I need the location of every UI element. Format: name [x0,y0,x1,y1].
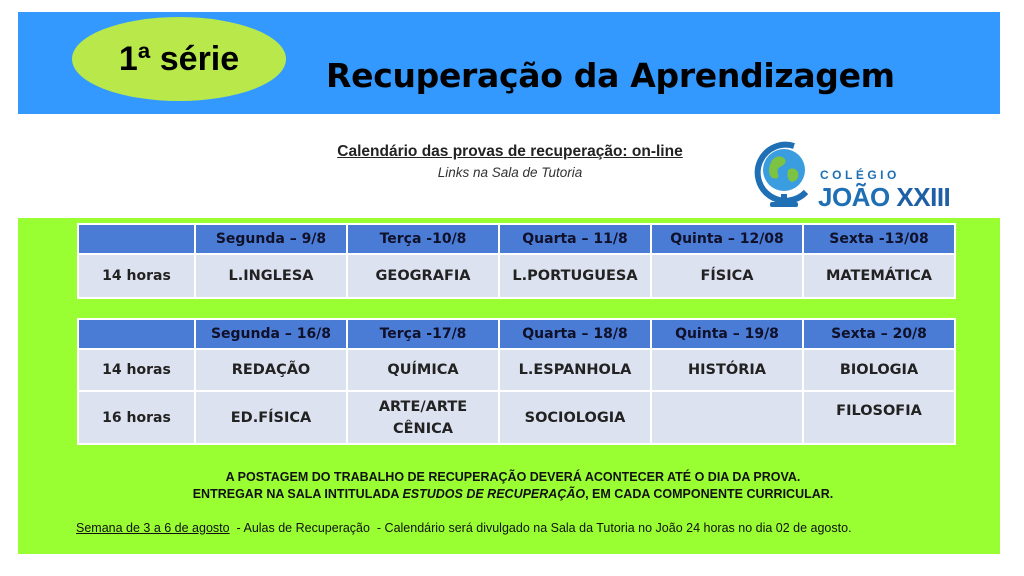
week2-day: Quinta – 19/8 [651,319,803,349]
notice-line-1: A POSTAGEM DO TRABALHO DE RECUPERAÇÃO DEVERÁ ACONTECER ATÉ O DIA DA PROVA. [225,470,801,484]
subject-cell: ED.FÍSICA [195,391,347,444]
subject-cell: L.ESPANHOLA [499,349,651,391]
table-row [78,391,955,444]
schedule-week2 [77,318,956,445]
week2-day: Quarta – 18/8 [499,319,651,349]
subject-cell: GEOGRAFIA [347,254,499,298]
week1-day: Segunda – 9/8 [195,224,347,254]
week2-corner [78,319,195,349]
logo-joao: JOÃO [818,182,890,212]
week1-day: Quinta – 12/08 [651,224,803,254]
footer-week: Semana de 3 a 6 de agosto [76,521,230,535]
table-row [78,349,955,391]
subject-cell [651,391,803,444]
page-title: Recuperação da Aprendizagem [326,56,895,95]
logo-colegio: COLÉGIO [820,168,900,182]
table-row [78,254,955,298]
schedule-week1 [77,223,956,299]
week2-day: Sexta – 20/8 [803,319,955,349]
time-cell: 14 horas [78,254,195,298]
subject-cell: L.PORTUGUESA [499,254,651,298]
subject-cell: MATEMÁTICA [803,254,955,298]
week1-day: Quarta – 11/8 [499,224,651,254]
subject-cell: L.INGLESA [195,254,347,298]
notice-room-name: ESTUDOS DE RECUPERAÇÃO [402,487,586,501]
serie-badge [72,17,286,101]
subject-cell: FILOSOFIA [803,391,955,444]
subject-cell: ARTE/ARTE CÊNICA [347,391,499,444]
time-cell: 14 horas [78,349,195,391]
footer-rest: - Aulas de Recuperação - Calendário será divulgado na Sala da Tutoria no João 24 horas no dia 02 de agosto. [229,521,852,535]
week2-day: Segunda – 16/8 [195,319,347,349]
serie-label: 1ª série [118,39,240,78]
footer-note [76,521,852,535]
subject-cell: FÍSICA [651,254,803,298]
notice-line-2 [78,487,948,501]
logo-numeral: XXIII [896,182,951,212]
week1-header-row [78,224,955,254]
links-note: Links na Sala de Tutoria [437,165,583,180]
notice-line-2-pre: ENTREGAR NA SALA INTITULADA [192,487,403,501]
globe-icon [752,140,816,212]
subject-cell: SOCIOLOGIA [499,391,651,444]
logo-name [818,182,950,213]
week2-day: Terça -17/8 [347,319,499,349]
week1-corner [78,224,195,254]
calendar-subtitle: Calendário das provas de recuperação: on-line [337,143,683,160]
week2-header-row [78,319,955,349]
subject-cell: REDAÇÃO [195,349,347,391]
time-cell: 16 horas [78,391,195,444]
week1-day: Terça -10/8 [347,224,499,254]
subject-cell: BIOLOGIA [803,349,955,391]
subject-cell: HISTÓRIA [651,349,803,391]
notice-line-2-post: , EM CADA COMPONENTE CURRICULAR. [585,487,834,501]
week1-day: Sexta -13/08 [803,224,955,254]
subject-cell: QUÍMICA [347,349,499,391]
